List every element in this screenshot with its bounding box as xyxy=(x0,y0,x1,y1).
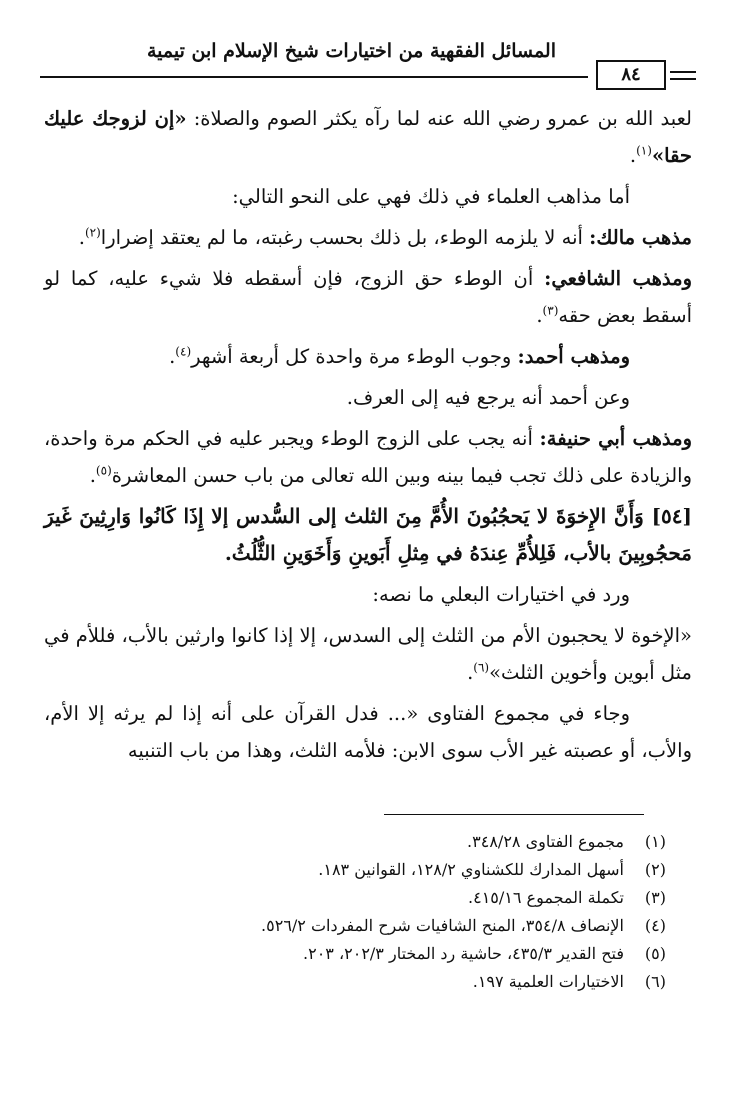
footnote-item: (١) مجموع الفتاوى ٣٤٨/٢٨. xyxy=(467,832,666,851)
footnote-item: (٥) فتح القدير ٤٣٥/٣، حاشية رد المختار ٢٠٢/٣، ٢٠٣. xyxy=(303,944,666,963)
main-text xyxy=(44,100,692,773)
footnote-divider xyxy=(384,814,644,815)
footnote-item: (٣) تكملة المجموع ٤١٥/١٦. xyxy=(468,888,666,907)
footnote-ref: (٥) xyxy=(95,463,112,478)
page-number: ٨٤ xyxy=(596,60,666,90)
footnote-ref: (٦) xyxy=(473,660,490,675)
header-ornament xyxy=(670,71,696,80)
paragraph: لعبد الله بن عمرو رضي الله عنه لما رآه يكثر الصوم والصلاة: «إن لزوجك عليك حقا»$^{(١)}$. xyxy=(44,107,692,167)
issue-heading xyxy=(44,498,692,572)
running-title: المسائل الفقهية من اختيارات شيخ الإسلام ابن تيمية xyxy=(146,40,556,62)
paragraph: ورد في اختيارات البعلي ما نصه: xyxy=(372,583,630,606)
footnote-ref: (٣) xyxy=(542,303,559,318)
footnotes xyxy=(44,828,666,996)
hadith-quote: «إن لزوجك عليك حقا» xyxy=(44,107,692,167)
issue-number: [٥٤] xyxy=(651,504,692,528)
paragraph-hanbali: ومذهب أحمد: وجوب الوطء مرة واحدة كل أربعة أشهر$^{(٤)}$. xyxy=(169,344,630,368)
footnote-ref: (١) xyxy=(636,143,652,158)
issue-title: وَأَنَّ الإِخوَةَ لا يَحجُبُونَ الأُمَّ مِنَ الثلث إلى السُّدس إلا إِذَا كَانُوا وَارِثِينَ غَيرَ مَحجُوبِينَ بالأب، فَلِلأُمِّ عِندَهُ في مِثلِ أَبَوينِ وَأَخَوَينِ الثُّلُثُ. xyxy=(44,504,692,565)
footnote-item: (٦) الاختيارات العلمية ١٩٧. xyxy=(472,972,666,991)
paragraph-hanafi: ومذهب أبي حنيفة: أنه يجب على الزوج الوطء ويجبر عليه في الحكم مرة واحدة، والزيادة على ذلك تجب فيما بينه وبين الله تعالى من باب حسن المعاشرة$^{(٥)}$. xyxy=(44,427,692,487)
paragraph: وعن أحمد أنه يرجع فيه إلى العرف. xyxy=(346,386,630,409)
footnote-item: (٢) أسهل المدارك للكشناوي ١٢٨/٢، القوانين ١٨٣. xyxy=(318,860,666,879)
footnote-ref: (٢) xyxy=(84,225,101,240)
paragraph: أما مذاهب العلماء في ذلك فهي على النحو التالي: xyxy=(232,185,630,208)
paragraph-shafii: ومذهب الشافعي: أن الوطء حق الزوج، فإن أسقطه فلا شيء عليه، كما لو أسقط بعض حقه$^{(٣)}$. xyxy=(44,267,692,327)
paragraph: وجاء في مجموع الفتاوى «... فدل القرآن على أنه إذا لم يرثه إلا الأم، والأب، أو عصبته غير الأب سوى الابن: فلأمه الثلث، وهذا من باب التنبيه xyxy=(44,702,692,762)
footnote-item: (٤) الإنصاف ٣٥٤/٨، المنح الشافيات شرح المفردات ٥٢٦/٢. xyxy=(261,916,666,935)
header-rule xyxy=(40,76,588,78)
footnote-ref: (٤) xyxy=(175,344,192,359)
paragraph-maliki: مذهب مالك: أنه لا يلزمه الوطء، بل ذلك بحسب رغبته، ما لم يعتقد إضرارا$^{(٢)}$. xyxy=(78,225,692,249)
page-header xyxy=(40,34,696,88)
paragraph-quote: «الإخوة لا يحجبون الأم من الثلث إلى السدس، إلا إذا كانوا وارثين بالأب، فللأم في مثل أبوين وأخوين الثلث»$^{(٦)}$. xyxy=(44,624,692,684)
